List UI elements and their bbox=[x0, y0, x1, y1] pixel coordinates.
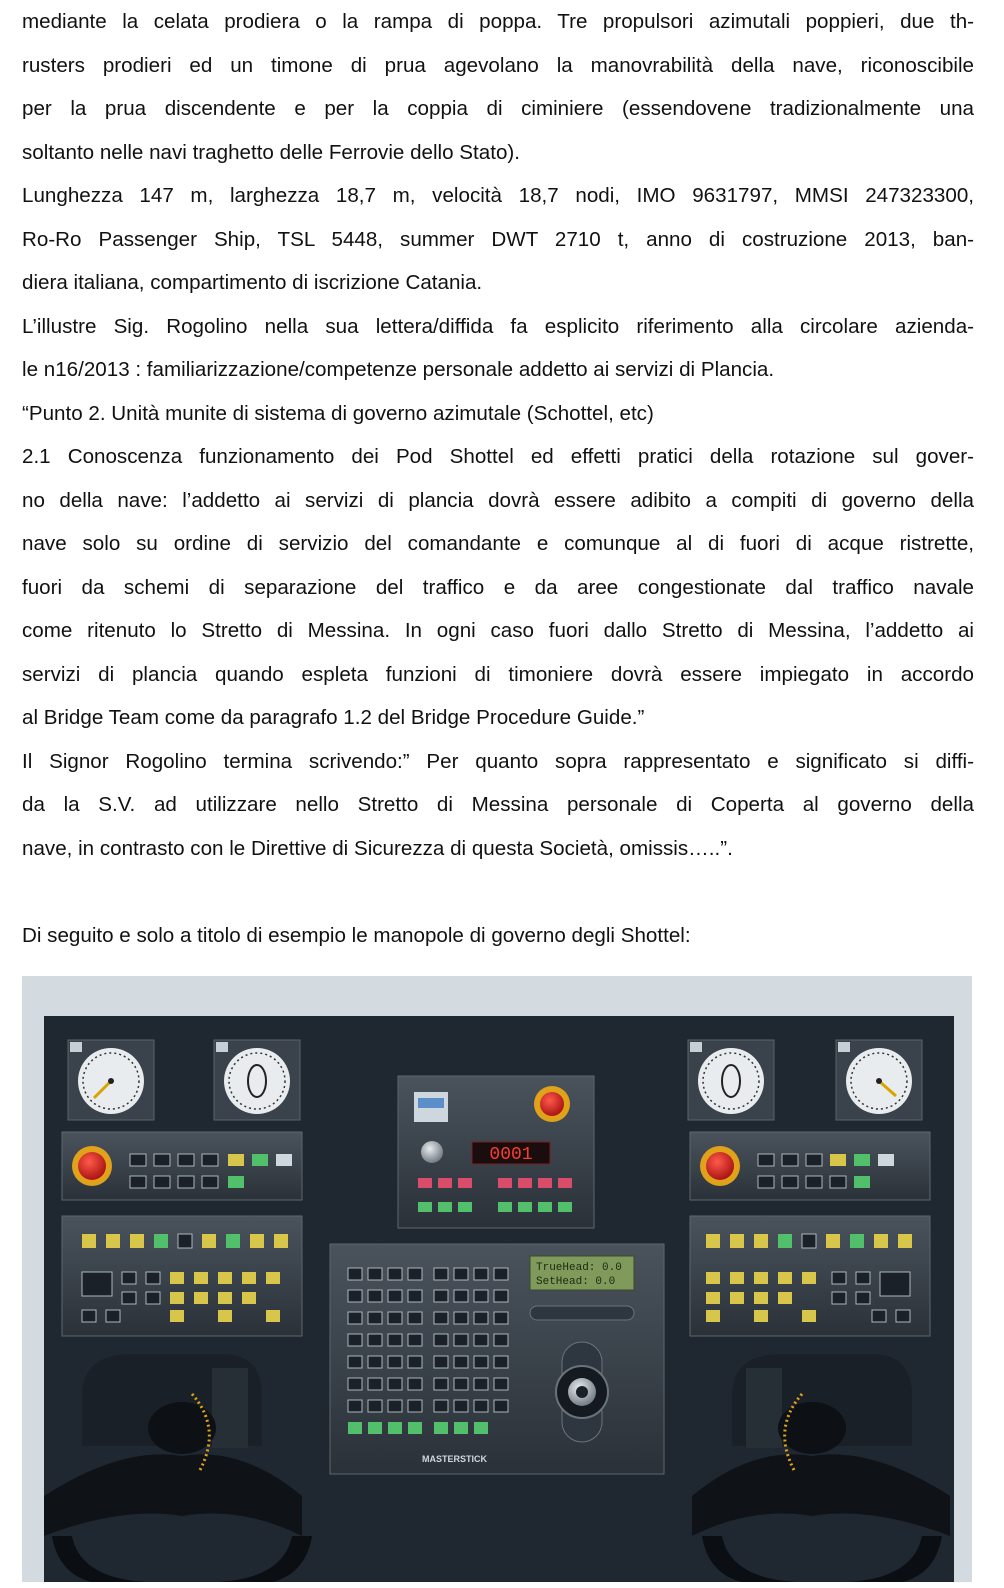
text-line: Di seguito e solo a titolo di esempio le manopole di governo degli Shottel: bbox=[22, 923, 691, 947]
text-line: da la S.V. ad utilizzare nello Stretto di Messina personale di Coperta al governo della bbox=[22, 793, 974, 816]
left-control-module-1 bbox=[62, 1132, 302, 1200]
masterstick-label: MASTERSTICK bbox=[422, 1454, 487, 1464]
text-line: Il Signor Rogolino termina scrivendo:” Per quanto sopra rappresentato e significato si diffi- bbox=[22, 749, 974, 773]
text-line: 2.1 Conoscenza funzionamento dei Pod Shottel ed effetti pratici della rotazione sul gover- bbox=[22, 445, 974, 468]
text-line: servizi di plancia quando espleta funzioni di timoniere dovrà essere impiegato in accordo bbox=[22, 662, 974, 686]
text-line: Ro-Ro Passenger Ship, TSL 5448, summer DWT 2710 t, anno di costruzione 2013, ban- bbox=[22, 227, 974, 251]
paragraph-4 bbox=[22, 392, 974, 436]
text-line: come ritenuto lo Stretto di Messina. In ogni caso fuori dallo Stretto di Messina, l’addetto ai bbox=[22, 619, 974, 642]
counter-display: 0001 bbox=[489, 1145, 533, 1165]
display-line-2: SetHead: 0.0 bbox=[536, 1276, 616, 1288]
text-line: le n16/2013 : familiarizzazione/competenze personale addetto ai servizi di Plancia. bbox=[22, 358, 775, 381]
masterstick-module bbox=[330, 1244, 664, 1474]
paragraph-gap bbox=[22, 870, 974, 914]
paragraph-7 bbox=[22, 914, 974, 958]
text-line: soltanto nelle navi traghetto delle Ferrovie dello Stato). bbox=[22, 140, 520, 164]
text-line: nave, in contrasto con le Direttive di Sicurezza di questa Società, omissis…..”. bbox=[22, 836, 733, 860]
text-line: mediante la celata prodiera o la rampa di poppa. Tre propulsori azimutali poppieri, due th- bbox=[22, 10, 974, 33]
paragraph-1 bbox=[22, 0, 974, 174]
paragraph-3 bbox=[22, 305, 974, 392]
text-line: per la prua discendente e per la coppia di ciminiere (essendovene tradizionalmente una bbox=[22, 97, 974, 120]
text-line: Lunghezza 147 m, larghezza 18,7 m, velocità 18,7 nodi, IMO 9631797, MMSI 247323300, bbox=[22, 184, 974, 207]
text-line: diera italiana, compartimento di iscrizione Catania. bbox=[22, 271, 483, 294]
display-line-1: TrueHead: 0.0 bbox=[536, 1262, 622, 1274]
text-line: L’illustre Sig. Rogolino nella sua lettera/diffida fa esplicito riferimento alla circolare azienda- bbox=[22, 314, 974, 338]
paragraph-6 bbox=[22, 740, 974, 871]
text-line: rusters prodieri ed un timone di prua agevolano la manovrabilità della nave, riconoscibile bbox=[22, 53, 974, 77]
text-line: fuori da schemi di separazione del traffico e da aree congestionate dal traffico navale bbox=[22, 575, 974, 599]
text-line: al Bridge Team come da paragrafo 1.2 del Bridge Procedure Guide.” bbox=[22, 706, 645, 729]
center-top-module bbox=[398, 1076, 594, 1228]
text-line: “Punto 2. Unità munite di sistema di governo azimutale (Schottel, etc) bbox=[22, 401, 654, 425]
left-control-module-2 bbox=[62, 1216, 302, 1336]
text-line: no della nave: l’addetto ai servizi di plancia dovrà essere adibito a compiti di governo della bbox=[22, 488, 974, 512]
paragraph-5 bbox=[22, 435, 974, 740]
right-control-module-2 bbox=[690, 1216, 930, 1336]
body-text bbox=[22, 0, 974, 957]
text-line: nave solo su ordine di servizio del comandante e comunque al di fuori di acque ristrette, bbox=[22, 532, 974, 555]
paragraph-2 bbox=[22, 174, 974, 305]
shottel-control-panel-photo bbox=[22, 976, 972, 1582]
right-control-module-1 bbox=[690, 1132, 930, 1200]
